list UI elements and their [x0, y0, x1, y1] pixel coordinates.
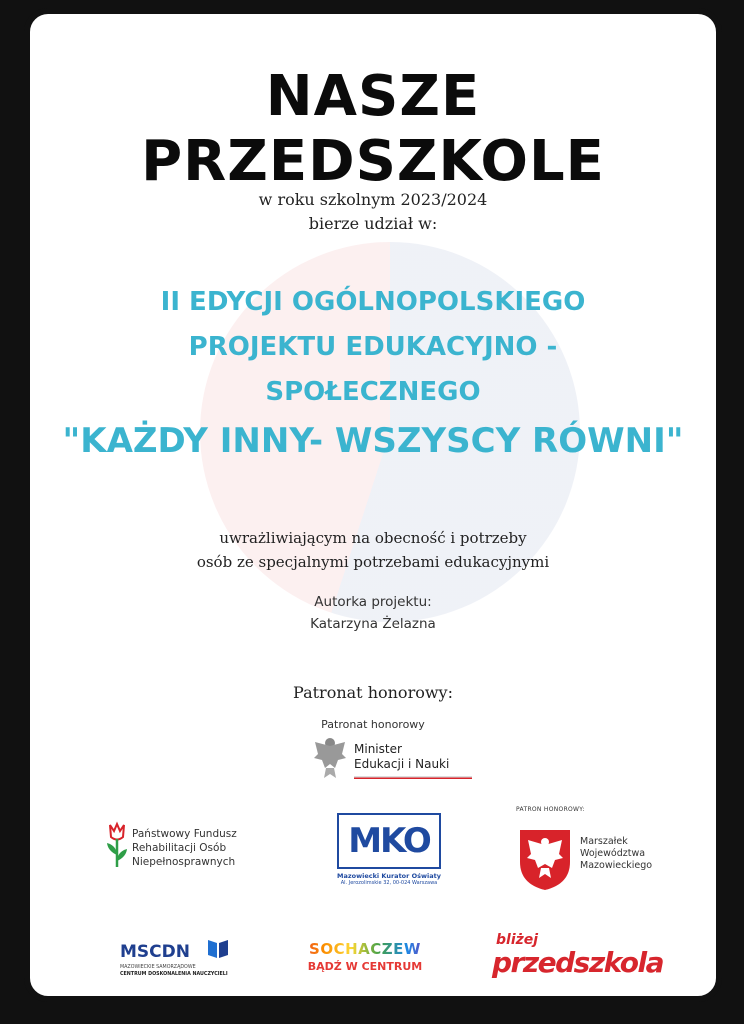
open-book-icon: [206, 936, 230, 960]
mscdn-sub-1: MAZOWIECKIE SAMORZĄDOWE: [120, 965, 196, 970]
coat-of-arms-icon: [518, 828, 572, 892]
maz-line-1: Marszałek: [580, 836, 628, 847]
soch-line-2: BĄDŹ W CENTRUM: [307, 960, 423, 973]
patron-heading: Patronat honorowy:: [293, 683, 453, 702]
author-label: Autorka projektu:: [314, 594, 432, 610]
maz-line-2: Województwa: [580, 848, 646, 859]
blizej-line-2: przedszkola: [492, 946, 663, 979]
pfron-line-2: Rehabilitacji Osób: [132, 842, 227, 854]
maz-line-3: Mazowieckiego: [580, 860, 653, 871]
mko-address: Al. Jerozolimskie 32, 00-024 Warszawa: [340, 880, 438, 886]
mko-logo: [334, 813, 444, 893]
pfron-line-3: Niepełnosprawnych: [132, 856, 236, 868]
headline-line-4: "KAŻDY INNY- WSZYSCY RÓWNI": [62, 421, 684, 461]
mscdn-logo: [116, 932, 246, 984]
author-block: [30, 591, 716, 635]
mko-caption: Mazowiecki Kurator Oświaty: [337, 872, 441, 880]
mko-mark: MKO: [337, 813, 441, 869]
eagle-emblem-icon: [312, 734, 348, 782]
headline-line-3: SPOŁECZNEGO: [265, 377, 481, 407]
minister-line-2: Edukacji i Nauki: [354, 757, 450, 771]
maz-patron-label: PATRON HONOROWY:: [516, 806, 585, 813]
pfron-line-1: Państwowy Fundusz: [132, 828, 237, 840]
sochaczew-logo: [295, 928, 435, 988]
poster-title: NASZE PRZEDSZKOLE: [141, 64, 605, 194]
headline-line-2: PROJEKTU EDUKACYJNO -: [188, 332, 558, 362]
patron-subheading: Patronat honorowy: [321, 718, 425, 731]
intro-text: [30, 188, 716, 236]
project-headline: [30, 280, 716, 467]
minister-logo: [312, 734, 482, 786]
minister-line-1: Minister: [354, 742, 402, 756]
maz-text: [580, 836, 652, 872]
mazowsze-logo: [510, 806, 690, 906]
author-name: Katarzyna Żelazna: [310, 616, 436, 632]
headline-line-1: II EDYCJI OGÓLNOPOLSKIEGO: [160, 287, 586, 317]
project-description: [30, 526, 716, 574]
blizej-line-1: bliżej: [496, 932, 539, 948]
mscdn-name: MSCDN: [120, 942, 190, 962]
flag-stripe: [354, 776, 472, 779]
desc-line-1: uwrażliwiającym na obecność i potrzeby: [219, 529, 527, 547]
tulip-icon: [104, 821, 130, 869]
intro-line-2: bierze udział w:: [308, 214, 438, 233]
desc-line-2: osób ze specjalnymi potrzebami edukacyjnymi: [196, 553, 550, 571]
blizej-przedszkola-logo: [488, 930, 668, 990]
pfron-logo: [104, 819, 304, 879]
mscdn-sub-2: CENTRUM DOSKONALENIA NAUCZYCIELI: [120, 972, 228, 977]
soch-line-1: SOCHACZEW: [295, 940, 435, 958]
pfron-text: [132, 827, 237, 869]
intro-line-1: w roku szkolnym 2023/2024: [258, 190, 488, 209]
poster-card: [24, 8, 722, 1002]
